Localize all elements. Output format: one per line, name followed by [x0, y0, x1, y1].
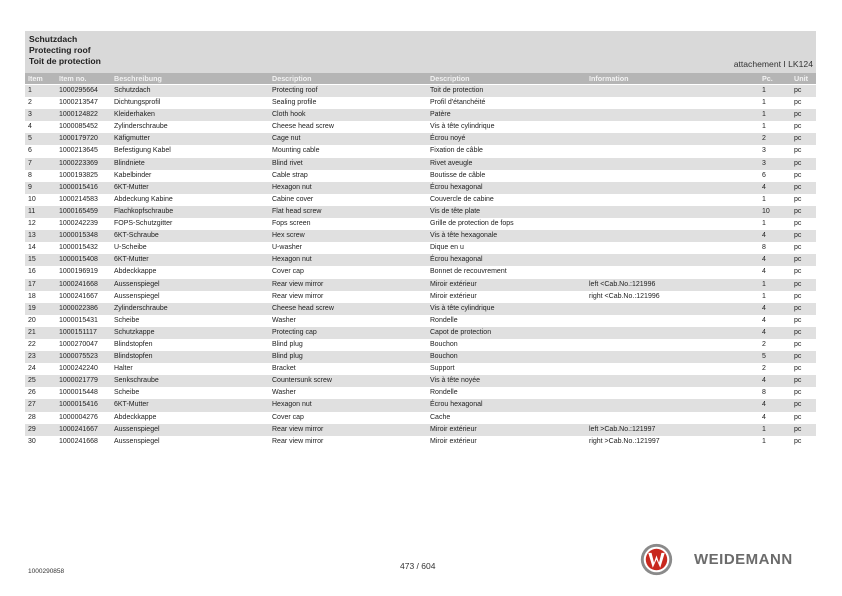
cell-description-en: Countersunk screw	[272, 377, 332, 385]
cell-item-no: 1000015416	[59, 183, 98, 191]
cell-description-en: Rear view mirror	[272, 280, 324, 288]
cell-description-fr: Profil d'étanchéité	[430, 99, 486, 107]
cell-description-en: Blind plug	[272, 353, 303, 361]
cell-item: 26	[28, 389, 36, 397]
cell-item: 4	[28, 123, 32, 131]
cell-item-no: 1000015432	[59, 244, 98, 252]
cell-item-no: 1000241667	[59, 425, 98, 433]
cell-beschreibung: Blindstopfen	[114, 353, 153, 361]
cell-item: 9	[28, 183, 32, 191]
cell-description-fr: Rondelle	[430, 316, 458, 324]
table-row	[25, 182, 816, 194]
cell-item-no: 1000075523	[59, 353, 98, 361]
cell-item-no: 1000015408	[59, 256, 98, 264]
cell-unit: pc	[794, 147, 802, 155]
table-row	[25, 109, 816, 121]
cell-beschreibung: Blindstopfen	[114, 340, 153, 348]
cell-unit: pc	[794, 207, 802, 215]
cell-description-en: Blind plug	[272, 340, 303, 348]
cell-pc: 2	[762, 135, 766, 143]
cell-item-no: 1000214583	[59, 195, 98, 203]
col-item: Item	[28, 74, 43, 83]
cell-description-fr: Vis à tête cylindrique	[430, 304, 495, 312]
table-row	[25, 279, 816, 291]
cell-item: 30	[28, 437, 36, 445]
cell-description-en: Cheese head screw	[272, 123, 334, 131]
cell-pc: 1	[762, 87, 766, 94]
cell-beschreibung: Aussenspiegel	[114, 292, 160, 300]
cell-item: 16	[28, 268, 36, 276]
cell-description-fr: Couvercle de cabine	[430, 195, 494, 203]
cell-pc: 1	[762, 220, 766, 228]
cell-description-fr: Miroir extérieur	[430, 280, 477, 288]
cell-unit: pc	[794, 268, 802, 276]
title-german: Schutzdach	[29, 34, 78, 44]
table-row	[25, 242, 816, 254]
cell-unit: pc	[794, 304, 802, 312]
cell-description-en: Washer	[272, 389, 296, 397]
cell-description-en: Mounting cable	[272, 147, 320, 155]
cell-item-no: 1000213645	[59, 147, 98, 155]
title-english: Protecting roof	[29, 45, 91, 55]
cell-beschreibung: 6KT-Mutter	[114, 401, 149, 409]
cell-description-fr: Vis à tête cylindrique	[430, 123, 495, 131]
cell-beschreibung: Kabelbinder	[114, 171, 152, 179]
table-row	[25, 254, 816, 266]
cell-beschreibung: Abdeckkappe	[114, 268, 157, 276]
cell-description-en: Rear view mirror	[272, 437, 324, 445]
table-row	[25, 97, 816, 109]
cell-unit: pc	[794, 377, 802, 385]
cell-item: 3	[28, 111, 32, 119]
cell-description-en: Cabine cover	[272, 195, 314, 203]
parts-table	[25, 85, 816, 448]
table-row	[25, 218, 816, 230]
cell-description-fr: Patère	[430, 111, 451, 119]
cell-unit: pc	[794, 389, 802, 397]
cell-beschreibung: U-Scheibe	[114, 244, 147, 252]
cell-description-fr: Grille de protection de fops	[430, 220, 514, 228]
cell-item: 14	[28, 244, 36, 252]
cell-item-no: 1000241668	[59, 437, 98, 445]
cell-item-no: 1000085452	[59, 123, 98, 131]
cell-description-en: Cheese head screw	[272, 304, 334, 312]
cell-item: 28	[28, 413, 36, 421]
cell-unit: pc	[794, 220, 802, 228]
cell-unit: pc	[794, 171, 802, 179]
cell-description-fr: Bonnet de recouvrement	[430, 268, 507, 276]
cell-description-en: U-washer	[272, 244, 302, 252]
table-row	[25, 303, 816, 315]
cell-item-no: 1000021779	[59, 377, 98, 385]
table-row	[25, 158, 816, 170]
cell-item: 13	[28, 232, 36, 240]
cell-pc: 4	[762, 304, 766, 312]
cell-pc: 1	[762, 437, 766, 445]
cell-item: 11	[28, 207, 36, 215]
cell-beschreibung: Scheibe	[114, 389, 140, 397]
cell-unit: pc	[794, 280, 802, 288]
cell-description-en: Bracket	[272, 365, 296, 373]
brand-name: WEIDEMANN	[694, 551, 793, 568]
cell-description-fr: Vis à tête noyée	[430, 377, 481, 385]
cell-description-en: Hexagon nut	[272, 183, 312, 191]
table-row	[25, 315, 816, 327]
cell-item-no: 1000223369	[59, 159, 98, 167]
cell-item-no: 1000022386	[59, 304, 98, 312]
cell-item: 24	[28, 365, 36, 373]
cell-beschreibung: Senkschraube	[114, 377, 159, 385]
cell-item: 19	[28, 304, 36, 312]
table-row	[25, 206, 816, 218]
cell-pc: 1	[762, 425, 766, 433]
cell-beschreibung: Abdeckung Kabine	[114, 195, 173, 203]
cell-unit: pc	[794, 256, 802, 264]
cell-pc: 8	[762, 244, 766, 252]
cell-pc: 1	[762, 195, 766, 203]
cell-item-no: 1000124822	[59, 111, 98, 119]
cell-item: 29	[28, 425, 36, 433]
table-row	[25, 363, 816, 375]
cell-item: 8	[28, 171, 32, 179]
cell-beschreibung: Abdeckkappe	[114, 413, 157, 421]
cell-unit: pc	[794, 316, 802, 324]
cell-beschreibung: 6KT-Schraube	[114, 232, 159, 240]
cell-description-fr: Dique en u	[430, 244, 464, 252]
cell-unit: pc	[794, 99, 802, 107]
cell-pc: 10	[762, 207, 770, 215]
table-row	[25, 170, 816, 182]
document-number: 1000290858	[28, 568, 65, 575]
table-row	[25, 266, 816, 278]
cell-beschreibung: Zylinderschraube	[114, 304, 168, 312]
cell-item: 22	[28, 340, 36, 348]
cell-item: 1	[28, 87, 32, 94]
table-row	[25, 121, 816, 133]
cell-item-no: 1000004276	[59, 413, 98, 421]
table-row	[25, 85, 816, 97]
cell-description-en: Protecting cap	[272, 328, 317, 336]
cell-unit: pc	[794, 244, 802, 252]
cell-description-fr: Capot de protection	[430, 328, 492, 336]
col-description-fr: Description	[430, 74, 470, 83]
cell-item: 5	[28, 135, 32, 143]
cell-item-no: 1000270047	[59, 340, 98, 348]
cell-item-no: 1000015431	[59, 316, 98, 324]
col-information: Information	[589, 74, 629, 83]
cell-description-en: Fops screen	[272, 220, 311, 228]
cell-item-no: 1000151117	[59, 328, 97, 336]
table-row	[25, 424, 816, 436]
cell-item: 23	[28, 353, 36, 361]
cell-unit: pc	[794, 135, 802, 143]
cell-pc: 4	[762, 316, 766, 324]
cell-item: 6	[28, 147, 32, 155]
cell-item-no: 1000242239	[59, 220, 98, 228]
cell-unit: pc	[794, 232, 802, 240]
cell-description-en: Rear view mirror	[272, 292, 324, 300]
cell-description-en: Rear view mirror	[272, 425, 324, 433]
cell-pc: 4	[762, 256, 766, 264]
cell-item: 2	[28, 99, 32, 107]
cell-description-fr: Vis à tête hexagonale	[430, 232, 498, 240]
col-pc: Pc.	[762, 74, 773, 83]
cell-description-fr: Bouchon	[430, 353, 458, 361]
table-row	[25, 387, 816, 399]
cell-pc: 3	[762, 147, 766, 155]
cell-beschreibung: Zylinderschraube	[114, 123, 168, 131]
cell-pc: 1	[762, 123, 766, 131]
table-row	[25, 412, 816, 424]
table-row	[25, 145, 816, 157]
table-row	[25, 291, 816, 303]
cell-item: 25	[28, 377, 36, 385]
cell-item-no: 1000015416	[59, 401, 98, 409]
cell-unit: pc	[794, 365, 802, 373]
cell-pc: 2	[762, 365, 766, 373]
cell-item-no: 1000241668	[59, 280, 98, 288]
cell-item-no: 1000015448	[59, 389, 98, 397]
cell-item-no: 1000295664	[59, 87, 98, 94]
cell-description-en: Cover cap	[272, 413, 304, 421]
cell-item-no: 1000015348	[59, 232, 98, 240]
cell-item: 27	[28, 401, 36, 409]
table-row	[25, 375, 816, 387]
table-row	[25, 351, 816, 363]
cell-description-fr: Fixation de câble	[430, 147, 483, 155]
cell-description-fr: Écrou noyé	[430, 135, 466, 143]
cell-unit: pc	[794, 183, 802, 191]
table-row	[25, 436, 816, 448]
cell-description-en: Blind rivet	[272, 159, 303, 167]
cell-information: right <Cab.No.:121996	[589, 292, 660, 300]
cell-unit: pc	[794, 111, 802, 119]
cell-beschreibung: Schutzdach	[114, 87, 151, 94]
cell-unit: pc	[794, 413, 802, 421]
cell-beschreibung: Kleiderhaken	[114, 111, 155, 119]
page-number: 473 / 604	[400, 561, 436, 571]
cell-item-no: 1000165459	[59, 207, 98, 215]
table-header	[25, 73, 816, 84]
cell-description-fr: Boutisse de câble	[430, 171, 486, 179]
cell-item: 12	[28, 220, 36, 228]
cell-unit: pc	[794, 328, 802, 336]
cell-pc: 4	[762, 232, 766, 240]
cell-description-en: Cage nut	[272, 135, 301, 143]
table-row	[25, 194, 816, 206]
cell-pc: 4	[762, 183, 766, 191]
cell-unit: pc	[794, 340, 802, 348]
cell-description-fr: Miroir extérieur	[430, 292, 477, 300]
cell-pc: 4	[762, 328, 766, 336]
cell-description-en: Washer	[272, 316, 296, 324]
cell-information: left <Cab.No.:121996	[589, 280, 656, 288]
cell-description-fr: Toit de protection	[430, 87, 484, 94]
cell-description-en: Flat head screw	[272, 207, 322, 215]
cell-item: 21	[28, 328, 36, 336]
cell-pc: 6	[762, 171, 766, 179]
cell-description-fr: Écrou hexagonal	[430, 256, 483, 264]
cell-beschreibung: Aussenspiegel	[114, 425, 160, 433]
cell-unit: pc	[794, 401, 802, 409]
cell-beschreibung: Aussenspiegel	[114, 280, 160, 288]
cell-unit: pc	[794, 292, 802, 300]
cell-description-en: Cloth hook	[272, 111, 306, 119]
cell-description-fr: Support	[430, 365, 455, 373]
cell-description-en: Protecting roof	[272, 87, 318, 94]
cell-item: 17	[28, 280, 36, 288]
cell-unit: pc	[794, 353, 802, 361]
cell-description-en: Hex screw	[272, 232, 305, 240]
cell-description-fr: Cache	[430, 413, 451, 421]
cell-beschreibung: Käfigmutter	[114, 135, 150, 143]
table-row	[25, 133, 816, 145]
cell-beschreibung: Scheibe	[114, 316, 140, 324]
cell-description-en: Hexagon nut	[272, 401, 312, 409]
cell-pc: 4	[762, 401, 766, 409]
cell-beschreibung: Flachkopfschraube	[114, 207, 174, 215]
cell-pc: 2	[762, 340, 766, 348]
cell-item-no: 1000196919	[59, 268, 98, 276]
cell-item-no: 1000213547	[59, 99, 98, 107]
cell-pc: 1	[762, 111, 766, 119]
cell-description-en: Cable strap	[272, 171, 308, 179]
table-row	[25, 339, 816, 351]
cell-unit: pc	[794, 425, 802, 433]
cell-beschreibung: Schutzkappe	[114, 328, 155, 336]
table-row	[25, 327, 816, 339]
cell-beschreibung: FOPS-Schutzgitter	[114, 220, 173, 228]
cell-pc: 4	[762, 377, 766, 385]
cell-description-fr: Rivet aveugle	[430, 159, 473, 167]
table-row	[25, 399, 816, 411]
cell-item: 7	[28, 159, 32, 167]
cell-pc: 1	[762, 99, 766, 107]
cell-item: 10	[28, 195, 36, 203]
cell-beschreibung: 6KT-Mutter	[114, 183, 149, 191]
cell-pc: 8	[762, 389, 766, 397]
cell-unit: pc	[794, 159, 802, 167]
col-description-en: Description	[272, 74, 312, 83]
cell-description-en: Hexagon nut	[272, 256, 312, 264]
cell-pc: 4	[762, 268, 766, 276]
col-unit: Unit	[794, 74, 808, 83]
cell-pc: 5	[762, 353, 766, 361]
cell-description-en: Sealing profile	[272, 99, 317, 107]
cell-beschreibung: Blindniete	[114, 159, 145, 167]
weidemann-w-logo-icon	[640, 543, 673, 576]
cell-description-fr: Miroir extérieur	[430, 425, 477, 433]
cell-item: 18	[28, 292, 36, 300]
cell-description-en: Cover cap	[272, 268, 304, 276]
cell-item-no: 1000193825	[59, 171, 98, 179]
col-item-no: Item no.	[59, 74, 87, 83]
cell-beschreibung: Dichtungsprofil	[114, 99, 161, 107]
cell-pc: 4	[762, 413, 766, 421]
cell-beschreibung: 6KT-Mutter	[114, 256, 149, 264]
cell-description-fr: Rondelle	[430, 389, 458, 397]
cell-beschreibung: Befestigung Kabel	[114, 147, 171, 155]
cell-information: left >Cab.No.:121997	[589, 425, 656, 433]
cell-description-fr: Bouchon	[430, 340, 458, 348]
cell-beschreibung: Aussenspiegel	[114, 437, 160, 445]
cell-beschreibung: Halter	[114, 365, 133, 373]
cell-item: 15	[28, 256, 36, 264]
cell-unit: pc	[794, 195, 802, 203]
cell-pc: 3	[762, 159, 766, 167]
cell-item: 20	[28, 316, 36, 324]
cell-pc: 1	[762, 292, 766, 300]
cell-item-no: 1000242240	[59, 365, 98, 373]
cell-description-fr: Écrou hexagonal	[430, 401, 483, 409]
cell-item-no: 1000179720	[59, 135, 98, 143]
cell-description-fr: Écrou hexagonal	[430, 183, 483, 191]
cell-unit: pc	[794, 437, 802, 445]
cell-unit: pc	[794, 87, 802, 94]
attachment-label: attachement I LK124	[733, 59, 813, 69]
cell-unit: pc	[794, 123, 802, 131]
title-french: Toit de protection	[29, 56, 101, 66]
cell-information: right >Cab.No.:121997	[589, 437, 660, 445]
col-beschreibung: Beschreibung	[114, 74, 162, 83]
cell-description-fr: Miroir extérieur	[430, 437, 477, 445]
cell-description-fr: Vis de tête plate	[430, 207, 481, 215]
table-row	[25, 230, 816, 242]
header-band	[25, 31, 816, 73]
cell-item-no: 1000241667	[59, 292, 98, 300]
cell-pc: 1	[762, 280, 766, 288]
